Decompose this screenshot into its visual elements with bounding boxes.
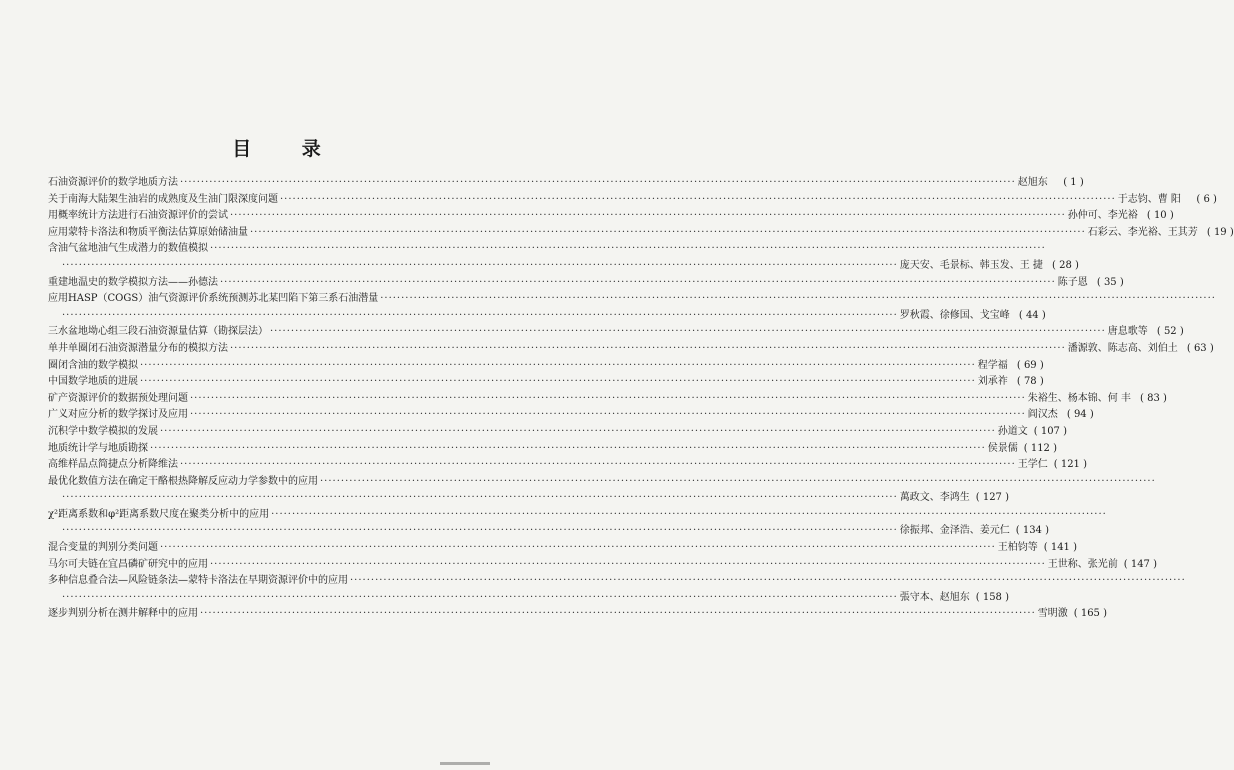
- toc-entry-page: ( 52 ): [1156, 326, 1184, 338]
- toc-entry: [48, 341, 1214, 358]
- toc-entry-page: ( 35 ): [1096, 276, 1124, 288]
- toc-entry-page: ( 83 ): [1140, 392, 1167, 404]
- dot-leader: ········································································································································································································: [62, 259, 898, 271]
- toc-entry-title: 矿产资源评价的数据预处理问题: [48, 392, 188, 404]
- toc-entry-authors: 程学福: [977, 359, 1008, 371]
- toc-entry-authors: 雪明激: [1037, 608, 1068, 620]
- toc-entry-authors: 赵旭东: [1017, 177, 1048, 188]
- toc-entry-page: ( 44 ): [1018, 309, 1046, 321]
- toc-entry: [48, 374, 1044, 391]
- toc-entry-page: ( 28 ): [1052, 259, 1079, 271]
- dot-leader: ········································································································································································································: [190, 392, 1026, 404]
- dot-leader: ········································································································································································································: [160, 542, 996, 554]
- toc-entry: [48, 241, 1079, 274]
- dot-leader: ········································································································································································································: [250, 226, 1086, 238]
- toc-entry-page: ( 147 ): [1123, 558, 1157, 570]
- toc-entry-authors: 庞天安、毛景标、韩玉发、王 捷: [899, 259, 1043, 271]
- toc-entry-authors: 侯景儒: [987, 442, 1018, 454]
- toc-entry-authors: 阎汉杰: [1027, 409, 1058, 421]
- toc-entry-authors: 王学仁: [1017, 459, 1048, 471]
- toc-entry-title: 应用蒙特卡洛法和物质平衡法估算原始储油量: [48, 226, 248, 238]
- toc-entry: [48, 606, 1107, 623]
- dot-leader: ········································································································································································································: [320, 475, 1156, 487]
- toc-entry-authors: 石彩云、李光裕、王其芳: [1087, 226, 1198, 238]
- toc-entry: [48, 573, 1186, 606]
- toc-entry-title: 圈闭含油的数学模拟: [48, 359, 138, 371]
- toc-entry-page: ( 19 ): [1206, 226, 1234, 238]
- dot-leader: ········································································································································································································: [62, 525, 898, 537]
- toc-entry: [48, 474, 1156, 507]
- dot-leader: ········································································································································································································: [62, 309, 898, 321]
- toc-entry: [48, 275, 1124, 292]
- toc-entry-title: 高维样品点简捷点分析降维法: [48, 459, 178, 471]
- toc-entry-page: ( 121 ): [1053, 459, 1087, 471]
- toc-entry-title: 多种信息叠合法—风险链条法—蒙特卡洛法在早期资源评价中的应用: [48, 575, 348, 587]
- dot-leader: ········································································································································································································: [230, 342, 1066, 354]
- toc-entry-title: 用概率统计方法进行石油资源评价的尝试: [48, 210, 228, 222]
- toc-entry-authors: 潘源敦、陈志高、刘伯土: [1067, 342, 1178, 354]
- toc-entry: [48, 324, 1184, 341]
- toc-entry-title: 马尔可夫链在宜昌磷矿研究中的应用: [48, 558, 208, 570]
- toc-entry-title: 应用HASP（COGS）油气资源评价系统预测苏北某凹陷下第三系石油潜量: [48, 293, 379, 305]
- toc-entry-title: 沉积学中数学模拟的发展: [48, 425, 158, 437]
- toc-entry-authors: 刘承祚: [977, 376, 1008, 388]
- toc-entry-authors: 張守本、赵旭东: [899, 591, 970, 603]
- page-title: 目 录: [232, 138, 343, 160]
- dot-leader: ········································································································································································································: [230, 210, 1066, 222]
- toc-entry: [48, 175, 1084, 192]
- toc-entry-title: 单井单圈闭石油资源潜量分布的模拟方法: [48, 342, 228, 354]
- dot-leader: ········································································································································································································: [62, 591, 898, 603]
- dot-leader: ········································································································································································································: [210, 558, 1046, 570]
- toc-entry-title: χ²距离系数和φ²距离系数尺度在聚类分析中的应用: [48, 508, 270, 520]
- dot-leader: ········································································································································································································: [350, 575, 1186, 587]
- toc-entry-title: 含油气盆地油气生成潜力的数值模拟: [48, 243, 208, 255]
- toc-entry: [48, 208, 1174, 225]
- toc-entry: [48, 192, 1217, 209]
- toc-entry-page: ( 134 ): [1015, 525, 1049, 537]
- page-footer-mark: [440, 762, 490, 765]
- toc-entry: [48, 424, 1067, 441]
- table-of-contents: [48, 175, 1234, 623]
- toc-entry-authors: 唐息歌等: [1107, 326, 1148, 338]
- toc-entry-page: ( 107 ): [1033, 425, 1067, 437]
- dot-leader: ········································································································································································································: [200, 608, 1036, 620]
- toc-entry-authors: 萬政文、李鸿生: [899, 492, 970, 504]
- toc-entry-title: 逐步判别分析在测井解释中的应用: [48, 608, 198, 620]
- toc-entry-authors: 孙仲可、李光裕: [1067, 210, 1138, 222]
- toc-entry: [48, 441, 1057, 458]
- dot-leader: ········································································································································································································: [220, 276, 1056, 288]
- toc-entry-page: ( 141 ): [1043, 542, 1077, 554]
- toc-entry-authors: 王世称、张光前: [1047, 558, 1118, 570]
- dot-leader: ········································································································································································································: [270, 326, 1106, 338]
- dot-leader: ········································································································································································································: [280, 193, 1116, 205]
- toc-entry-page: ( 10 ): [1146, 210, 1174, 222]
- toc-entry: [48, 457, 1087, 474]
- toc-entry-title: 三水盆地坳心组三段石油资源量估算（勘探层法）: [48, 326, 268, 338]
- toc-entry-title: 地质统计学与地质勘探: [48, 442, 148, 454]
- toc-entry: [48, 225, 1234, 242]
- toc-entry-title: 重建地温史的数学模拟方法——孙德法: [48, 276, 218, 288]
- toc-entry-title: 混合变量的判别分类问题: [48, 542, 158, 554]
- toc-entry: [48, 540, 1077, 557]
- toc-entry-page: ( 94 ): [1066, 409, 1094, 421]
- dot-leader: ········································································································································································································: [190, 409, 1026, 421]
- toc-entry-page: ( 69 ): [1016, 359, 1044, 371]
- toc-entry-authors: 陈子恩: [1057, 276, 1088, 288]
- toc-entry: [48, 358, 1044, 375]
- dot-leader: ········································································································································································································: [62, 492, 898, 504]
- dot-leader: ········································································································································································································: [160, 425, 996, 437]
- toc-entry-page: ( 165 ): [1073, 608, 1107, 620]
- dot-leader: ········································································································································································································: [210, 243, 1046, 255]
- dot-leader: ········································································································································································································: [150, 442, 986, 454]
- toc-entry: [48, 507, 1107, 540]
- toc-entry-page: ( 1 ): [1063, 177, 1084, 188]
- toc-entry-title: 中国数学地质的进展: [48, 376, 138, 388]
- dot-leader: ········································································································································································································: [271, 508, 1107, 520]
- dot-leader: ········································································································································································································: [180, 177, 1016, 188]
- toc-entry: [48, 291, 1216, 324]
- toc-entry-page: ( 63 ): [1186, 342, 1214, 354]
- toc-entry-authors: 孙道文: [997, 425, 1028, 437]
- toc-entry-title: 石油资源评价的数学地质方法: [48, 177, 178, 188]
- dot-leader: ········································································································································································································: [380, 293, 1216, 305]
- toc-entry-authors: 徐振邦、金泽浩、姜元仁: [899, 525, 1010, 537]
- toc-entry-title: 关于南海大陆架生油岩的成熟度及生油门限深度问题: [48, 193, 278, 205]
- toc-entry-authors: 王柏钧等: [997, 542, 1038, 554]
- toc-entry: [48, 557, 1157, 574]
- toc-entry-title: 广义对应分析的数学探讨及应用: [48, 409, 188, 421]
- toc-entry-authors: 罗秋霞、徐修国、戈宝峰: [899, 309, 1010, 321]
- dot-leader: ········································································································································································································: [140, 376, 976, 388]
- toc-entry-page: ( 6 ): [1196, 193, 1217, 205]
- toc-entry-authors: 朱裕生、杨本锦、何 丰: [1027, 392, 1131, 404]
- dot-leader: ········································································································································································································: [180, 459, 1016, 471]
- toc-entry-authors: 于志钧、曹 阳: [1117, 193, 1181, 205]
- toc-entry-page: ( 127 ): [975, 492, 1009, 504]
- toc-entry-page: ( 158 ): [975, 591, 1009, 603]
- toc-entry: [48, 391, 1167, 408]
- toc-entry-page: ( 78 ): [1016, 376, 1044, 388]
- dot-leader: ········································································································································································································: [140, 359, 976, 371]
- toc-entry-title: 最优化数值方法在确定干酪根热降解反应动力学参数中的应用: [48, 475, 318, 487]
- toc-entry-page: ( 112 ): [1023, 442, 1057, 454]
- toc-entry: [48, 407, 1094, 424]
